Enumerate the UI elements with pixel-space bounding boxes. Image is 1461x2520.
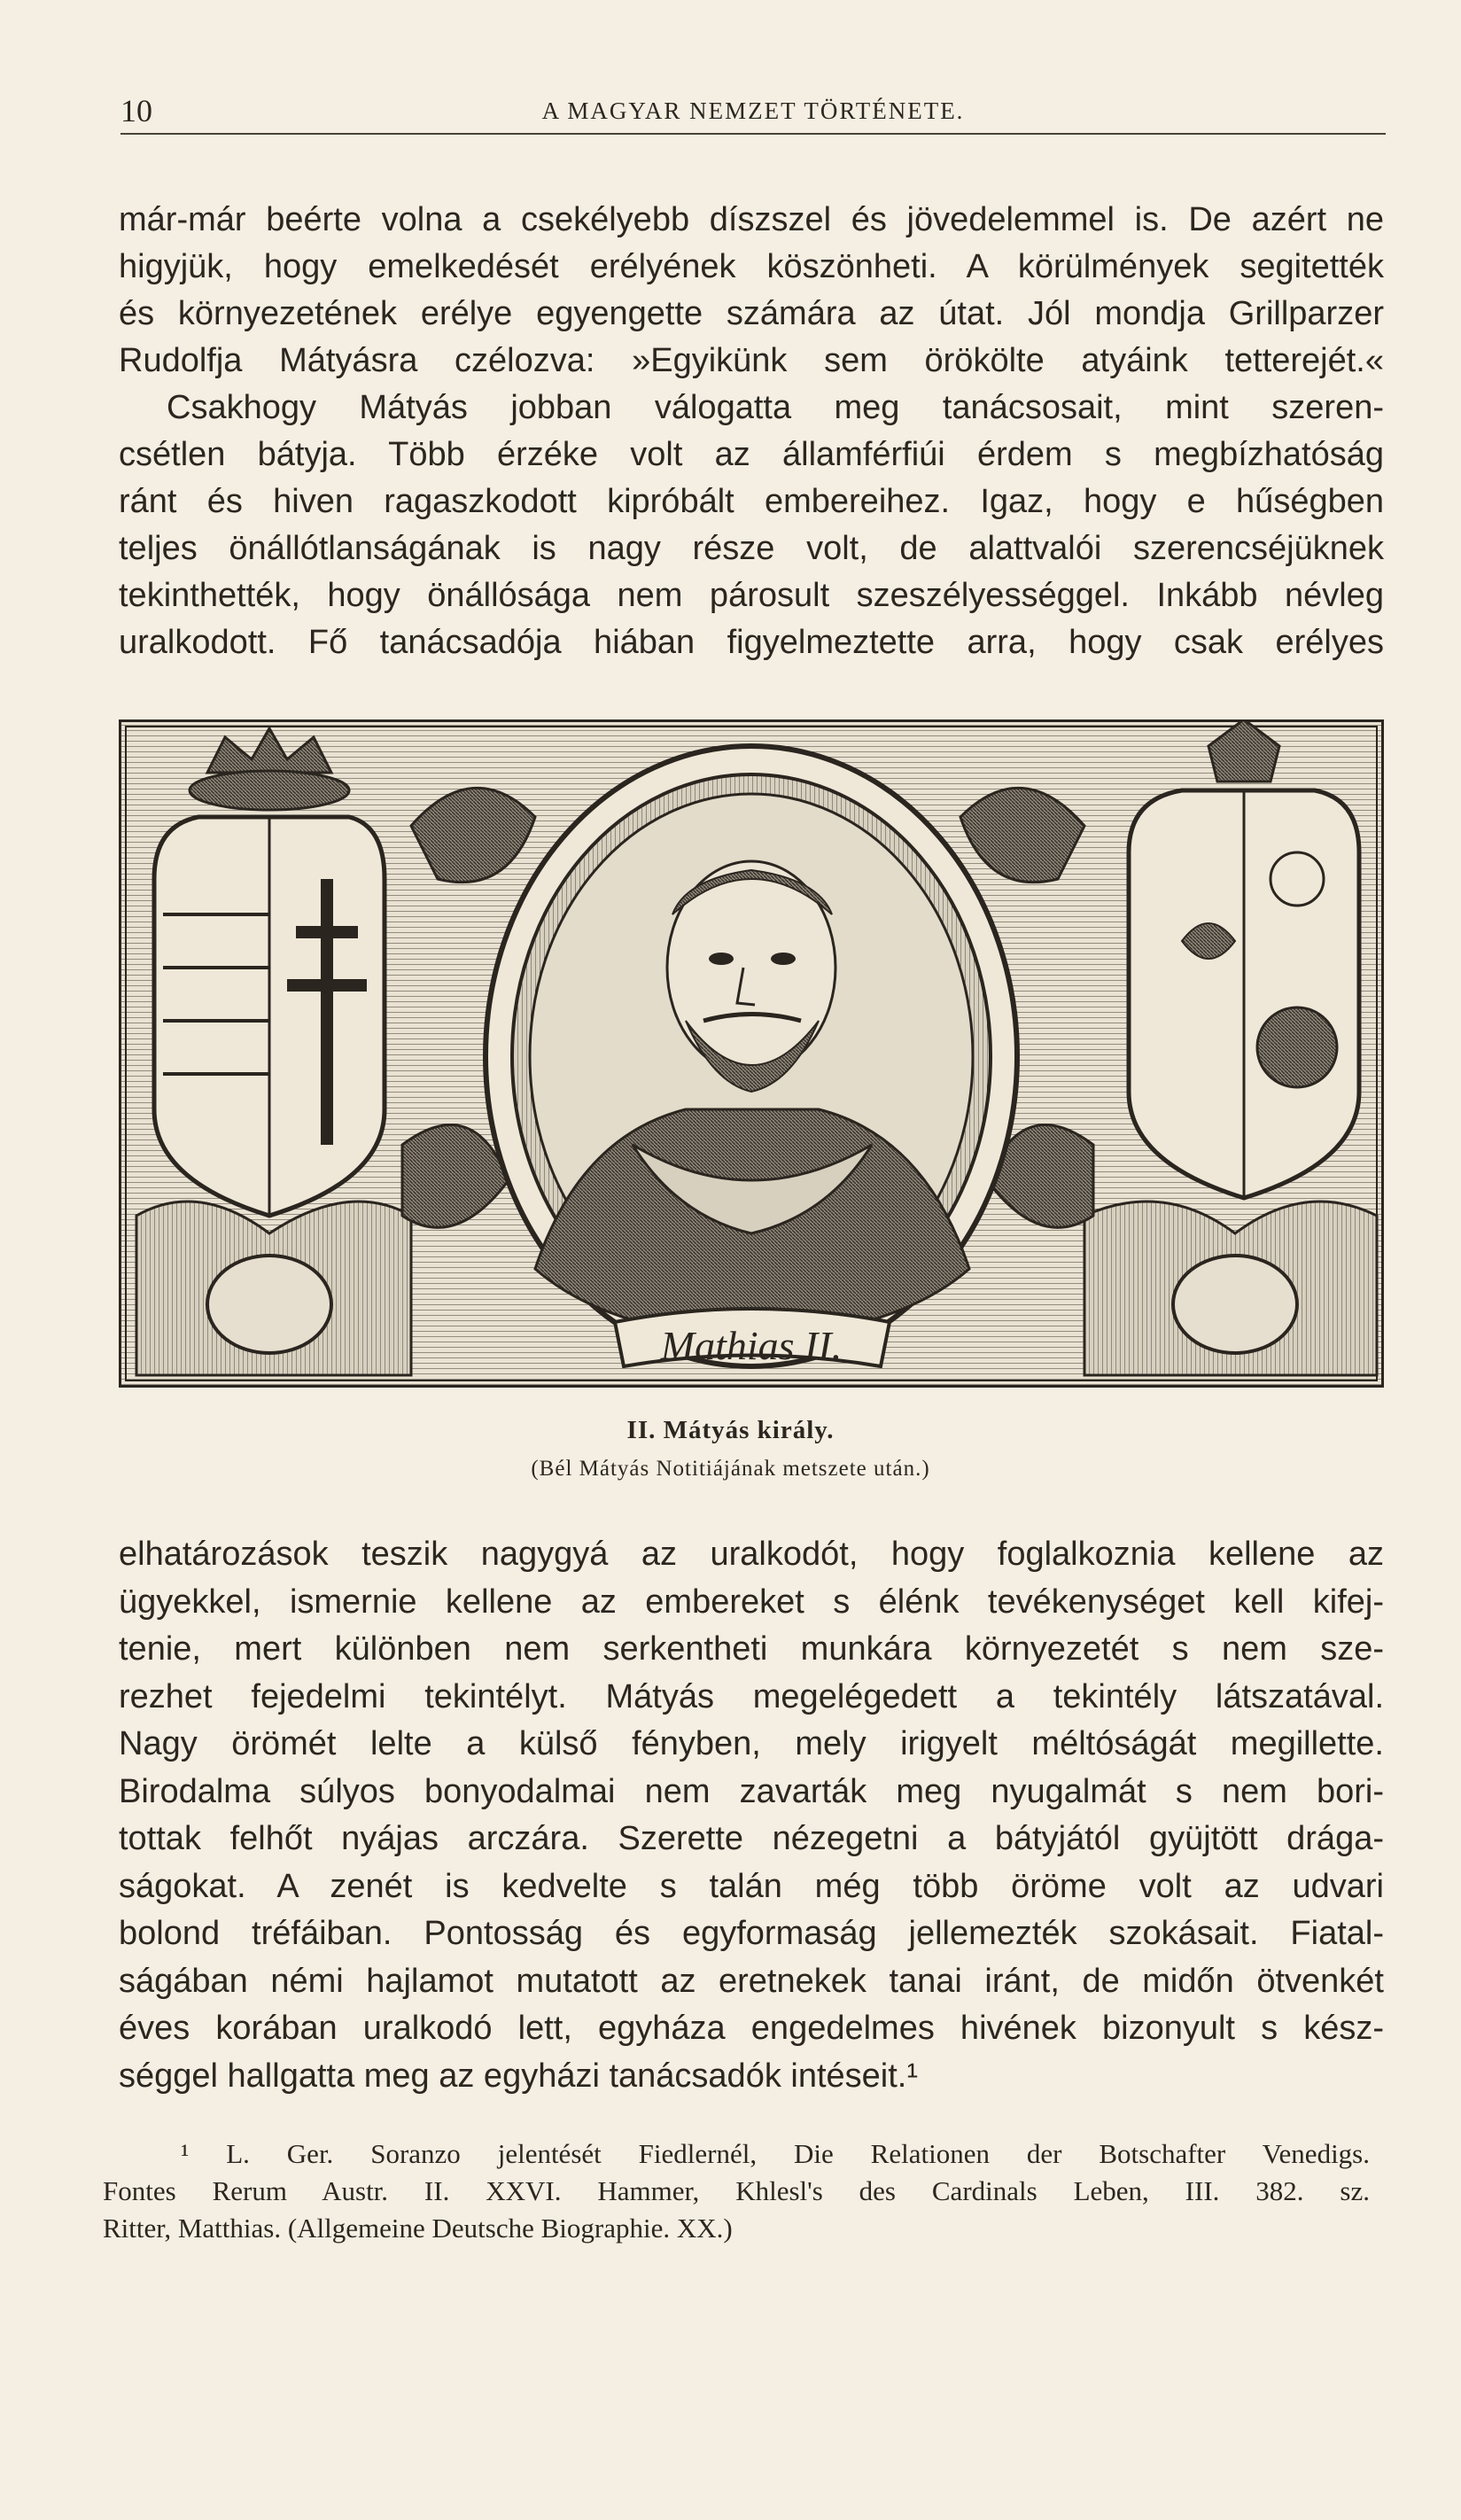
text-line: Nagy örömét lelte a külső fényben, mely irigyelt méltóságát megillette.: [119, 1725, 1384, 1762]
portrait-inscription: Mathias II.: [660, 1323, 843, 1368]
text-line: ügyekkel, ismernie kellene az embereket s élénk tevékenységet kell kifej-: [119, 1583, 1384, 1621]
engraving-illustration: [119, 719, 1384, 1388]
text-line: rezhet fejedelmi tekintélyt. Mátyás megelégedett a tekintély látszatával.: [119, 1677, 1384, 1715]
portrait-oval: [486, 746, 1017, 1366]
paragraph-1: [119, 197, 1384, 666]
footnotes: [103, 2135, 1370, 2247]
header-rule: [120, 133, 1386, 135]
text-line: elhatározások teszik nagygyá az uralkodót, hogy foglalkoznia kellene az: [119, 1536, 1384, 1573]
text-line: Rudolfja Mátyásra czélozva: »Egyikünk sem örökölte atyáink tetterejét.«: [119, 342, 1384, 379]
text-line: csétlen bátyja. Több érzéke volt az államférfiúi érdem s megbízhatóság: [119, 436, 1384, 473]
text-line: már-már beérte volna a csekélyebb díszszel és jövedelemmel is. De azért ne: [119, 201, 1384, 238]
text-line: ránt és hiven ragaszkodott kipróbált embereihez. Igaz, hogy e hűségben: [119, 483, 1384, 520]
running-title: A MAGYAR NEMZET TÖRTÉNETE.: [541, 97, 965, 124]
text-line: ságában némi hajlamot mutatott az eretnekek tanai iránt, de midőn ötvenkét: [119, 1962, 1384, 2000]
text-line: éves korában uralkodó lett, egyháza engedelmes hivének bizonyult s kész-: [119, 2010, 1384, 2047]
figure-caption-source: (Bél Mátyás Notitiájának metszete után.): [531, 1457, 930, 1481]
running-head: [120, 92, 1386, 138]
text-line: Birodalma súlyos bonyodalmai nem zavarták meg nyugalmát s nem bori-: [119, 1772, 1384, 1810]
figure-caption-title: II. Mátyás király.: [626, 1416, 835, 1444]
footnote-line: Fontes Rerum Austr. II. XXVI. Hammer, Khlesl's des Cardinals Leben, III. 382. sz.: [103, 2175, 1370, 2206]
text-line: tenie, mert különben nem serkentheti munkára környezetét s nem sze-: [119, 1630, 1384, 1668]
text-line: és környezetének erélye egyengette számára az útat. Jól mondja Grillparzer: [119, 295, 1384, 332]
footnote-line: ¹ L. Ger. Soranzo jelentését Fiedlernél, Die Relationen der Botschafter Venedigs.: [181, 2138, 1370, 2169]
text-line: séggel hallgatta meg az egyházi tanácsadók intéseit.¹: [119, 2057, 918, 2095]
text-line: teljes önállótlanságának is nagy része volt, de alattvalói szerencséjüknek: [119, 530, 1384, 567]
paragraph-2: [119, 1531, 1384, 2100]
engraving-figure: [119, 719, 1384, 1388]
page-number: 10: [120, 93, 152, 128]
text-line: tottak felhőt nyájas arczára. Szerette nézegetni a bátyjától gyüjtött drága-: [119, 1820, 1384, 1857]
text-line: Csakhogy Mátyás jobban válogatta meg tanácsosait, mint szeren-: [167, 389, 1384, 426]
text-line: bolond tréfáiban. Pontosság és egyformaság jellemezték szokásait. Fiatal-: [119, 1915, 1384, 1952]
text-line: uralkodott. Fő tanácsadója hiában figyelmeztette arra, hogy csak erélyes: [119, 624, 1384, 661]
text-line: tekinthették, hogy önállósága nem párosult szeszélyességgel. Inkább névleg: [119, 577, 1384, 614]
text-line: higyjük, hogy emelkedését erélyének köszönheti. A körülmények segitették: [119, 248, 1384, 285]
footnote-line: Ritter, Matthias. (Allgemeine Deutsche Biographie. XX.): [103, 2213, 733, 2244]
text-line: ságokat. A zenét is kedvelte s talán még több öröme volt az udvari: [119, 1867, 1384, 1905]
